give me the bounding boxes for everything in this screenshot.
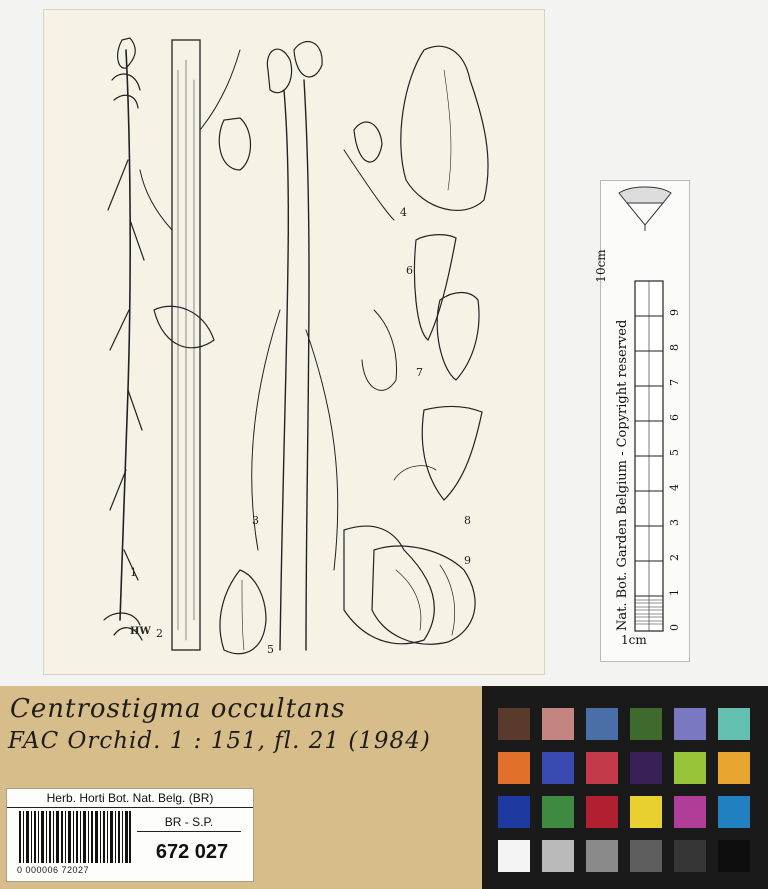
figure-number-1: 1 <box>130 566 137 579</box>
scale-tick-4: 4 <box>668 484 681 491</box>
scale-unit-bottom: 1cm <box>621 633 647 647</box>
color-swatch <box>718 840 750 872</box>
illustration-plate <box>44 10 544 674</box>
institution-name: Herb. Horti Bot. Nat. Belg. (BR) <box>7 791 253 808</box>
scale-tick-0: 0 <box>668 624 681 631</box>
figure-number-9: 9 <box>464 554 471 567</box>
color-checker <box>482 686 768 889</box>
barcode-number: 0 000006 72027 <box>17 865 90 875</box>
color-swatch <box>630 796 662 828</box>
color-swatch <box>630 840 662 872</box>
color-swatch <box>674 796 706 828</box>
figure-number-8: 8 <box>464 514 471 527</box>
color-swatch <box>718 752 750 784</box>
scale-tick-8: 8 <box>668 344 681 351</box>
color-swatch <box>542 840 574 872</box>
figure-number-3: 3 <box>252 514 259 527</box>
scale-bar <box>594 180 690 662</box>
figure-number-7: 7 <box>416 366 423 379</box>
color-swatch <box>718 708 750 740</box>
specimen-number: 672 027 <box>155 841 229 863</box>
color-swatch <box>498 796 530 828</box>
color-swatch <box>542 708 574 740</box>
color-swatch <box>586 840 618 872</box>
scale-tick-6: 6 <box>668 414 681 421</box>
scale-tick-5: 5 <box>668 449 681 456</box>
color-swatch <box>542 796 574 828</box>
figure-number-5: 5 <box>267 643 274 656</box>
color-swatch <box>586 796 618 828</box>
color-swatch <box>498 752 530 784</box>
color-swatch <box>498 708 530 740</box>
scale-tick-9: 9 <box>668 309 681 316</box>
herbarium-label <box>6 788 254 882</box>
scale-tick-1: 1 <box>668 589 681 596</box>
scale-tick-7: 7 <box>668 379 681 386</box>
handwritten-species-name: Centrostigma occultans <box>10 694 346 724</box>
color-swatch <box>586 752 618 784</box>
scale-tick-3: 3 <box>668 519 681 526</box>
figure-number-4: 4 <box>400 206 407 219</box>
color-swatch <box>586 708 618 740</box>
color-swatch <box>630 752 662 784</box>
color-swatch <box>718 796 750 828</box>
handwritten-reference: FAC Orchid. 1 : 151, fl. 21 (1984) <box>8 728 431 754</box>
barcode <box>19 811 131 863</box>
figure-number-6: 6 <box>406 264 413 277</box>
artist-monogram: HW <box>130 626 151 637</box>
figure-number-2: 2 <box>156 627 163 640</box>
color-swatch <box>674 840 706 872</box>
color-swatch <box>674 752 706 784</box>
scale-tick-2: 2 <box>668 554 681 561</box>
color-swatch <box>674 708 706 740</box>
orchid-drawing <box>44 10 544 674</box>
color-swatch <box>498 840 530 872</box>
collection-code: BR - S.P. <box>137 815 241 832</box>
color-swatch <box>542 752 574 784</box>
color-swatch <box>630 708 662 740</box>
copyright-text: Nat. Bot. Garden Belgium - Copyright reserved <box>615 319 630 631</box>
scale-unit-top: 10cm <box>594 249 608 283</box>
